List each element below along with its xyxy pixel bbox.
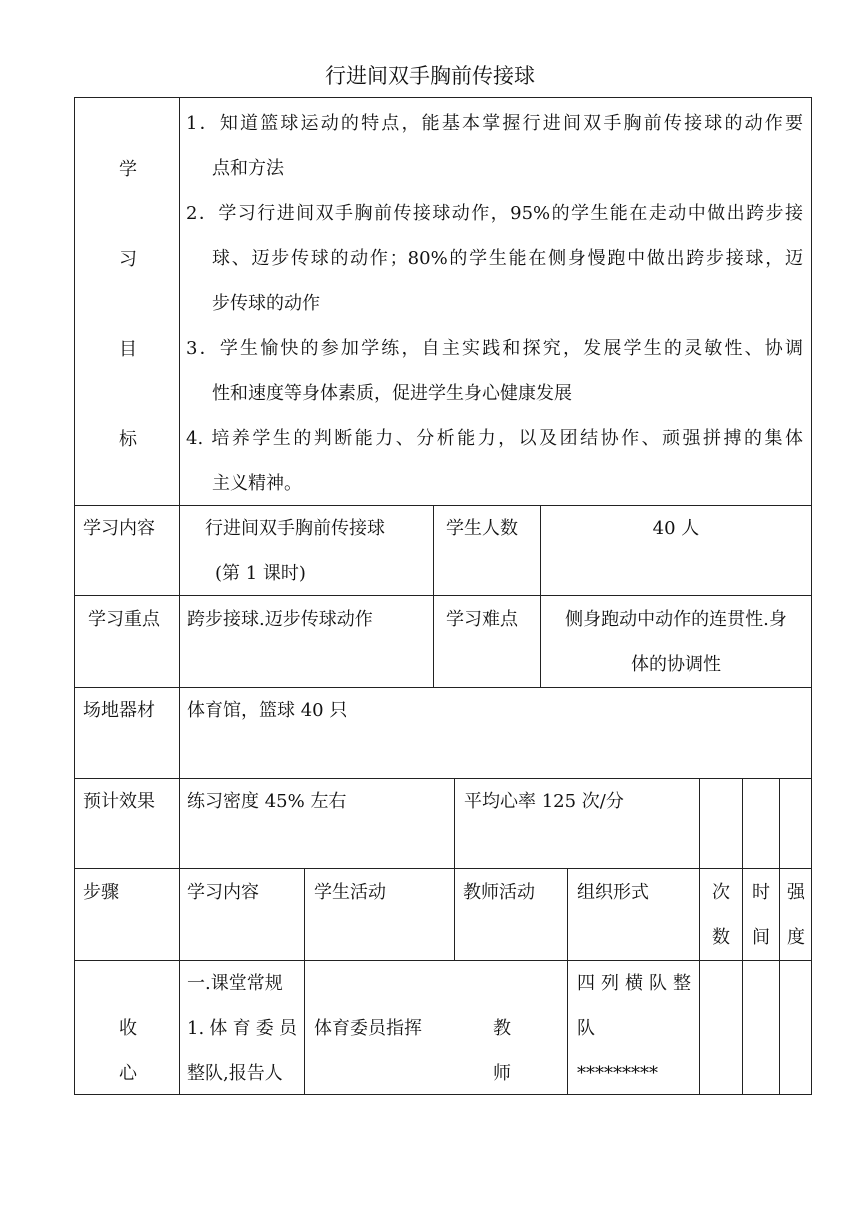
col-divider bbox=[179, 98, 180, 1095]
header-time: 时 bbox=[752, 882, 770, 903]
objective-item-cont: 性和速度等身体素质，促进学生身心健康发展 bbox=[212, 383, 572, 404]
teacher-activity: 师 bbox=[493, 1063, 511, 1084]
header-times: 数 bbox=[712, 927, 730, 948]
content-label: 学习内容 bbox=[83, 518, 155, 539]
objectives-label-char: 目 bbox=[119, 339, 137, 360]
header-organization: 组织形式 bbox=[577, 882, 649, 903]
objective-item-cont: 点和方法 bbox=[212, 158, 284, 179]
page-title: 行进间双手胸前传接球 bbox=[325, 64, 535, 88]
objectives-label-char: 标 bbox=[119, 429, 137, 450]
header-time: 间 bbox=[752, 927, 770, 948]
lesson-plan-table bbox=[74, 97, 812, 1095]
formation-diagram: ********* bbox=[577, 1063, 658, 1084]
venue-label: 场地器材 bbox=[83, 700, 155, 721]
practice-density: 练习密度 45% 左右 bbox=[187, 791, 347, 812]
venue-value: 体育馆，篮球 40 只 bbox=[187, 700, 348, 721]
effect-label: 预计效果 bbox=[83, 791, 155, 812]
header-teacher-activity: 教师活动 bbox=[463, 882, 535, 903]
step-content: 整队,报告人 bbox=[187, 1063, 283, 1084]
lesson-number: (第 1 课时) bbox=[215, 563, 306, 584]
objective-item-cont: 主义精神。 bbox=[212, 473, 302, 494]
student-count-label: 学生人数 bbox=[446, 518, 518, 539]
difficulty-value: 侧身跑动中动作的连贯性.身 bbox=[565, 609, 787, 630]
row-divider bbox=[75, 778, 812, 779]
header-step: 步骤 bbox=[83, 882, 119, 903]
focus-label: 学习重点 bbox=[88, 609, 160, 630]
objective-item: 1．知道篮球运动的特点，能基本掌握行进间双手胸前传接球的动作要 bbox=[186, 113, 803, 134]
col-divider bbox=[454, 778, 455, 960]
step-name: 心 bbox=[119, 1063, 137, 1084]
table-bottom-border bbox=[75, 1094, 812, 1095]
row-divider bbox=[75, 595, 812, 596]
col-divider bbox=[567, 868, 568, 1095]
organization-form: 四列横队整 bbox=[577, 973, 691, 994]
row-divider bbox=[75, 687, 812, 688]
row-divider bbox=[75, 960, 812, 961]
objectives-label-char: 学 bbox=[119, 159, 137, 180]
header-intensity: 强 bbox=[787, 882, 805, 903]
row-divider bbox=[75, 868, 812, 869]
step-content: 一.课堂常规 bbox=[187, 973, 283, 994]
focus-value: 跨步接球.迈步传球动作 bbox=[187, 609, 373, 630]
teacher-activity: 教 bbox=[493, 1018, 511, 1039]
header-times: 次 bbox=[712, 882, 730, 903]
col-divider bbox=[304, 868, 305, 1095]
header-student-activity: 学生活动 bbox=[314, 882, 386, 903]
header-content: 学习内容 bbox=[187, 882, 259, 903]
content-value: 行进间双手胸前传接球 bbox=[205, 518, 385, 539]
header-intensity: 度 bbox=[787, 927, 805, 948]
objective-item: 2．学习行进间双手胸前传接球动作，95%的学生能在走动中做出跨步接 bbox=[186, 203, 803, 224]
step-name: 收 bbox=[119, 1018, 137, 1039]
student-activity: 体育委员指挥 bbox=[314, 1018, 422, 1039]
objective-item: 4. 培养学生的判断能力、分析能力，以及团结协作、顽强拼搏的集体 bbox=[186, 428, 803, 449]
objective-item-cont: 步传球的动作 bbox=[212, 293, 320, 314]
objective-item: 3．学生愉快的参加学练，自主实践和探究，发展学生的灵敏性、协调 bbox=[186, 338, 803, 359]
student-count-value: 40 人 bbox=[652, 518, 700, 539]
difficulty-value-cont: 体的协调性 bbox=[631, 654, 721, 675]
difficulty-label: 学习难点 bbox=[446, 609, 518, 630]
step-content: 1.体育委员 bbox=[187, 1018, 297, 1039]
organization-form: 队 bbox=[577, 1018, 595, 1039]
objective-item-cont: 球、迈步传球的动作；80%的学生能在侧身慢跑中做出跨步接球，迈 bbox=[212, 248, 803, 269]
average-heart-rate: 平均心率 125 次/分 bbox=[464, 791, 624, 812]
objectives-label-char: 习 bbox=[119, 249, 137, 270]
col-divider bbox=[433, 505, 434, 687]
